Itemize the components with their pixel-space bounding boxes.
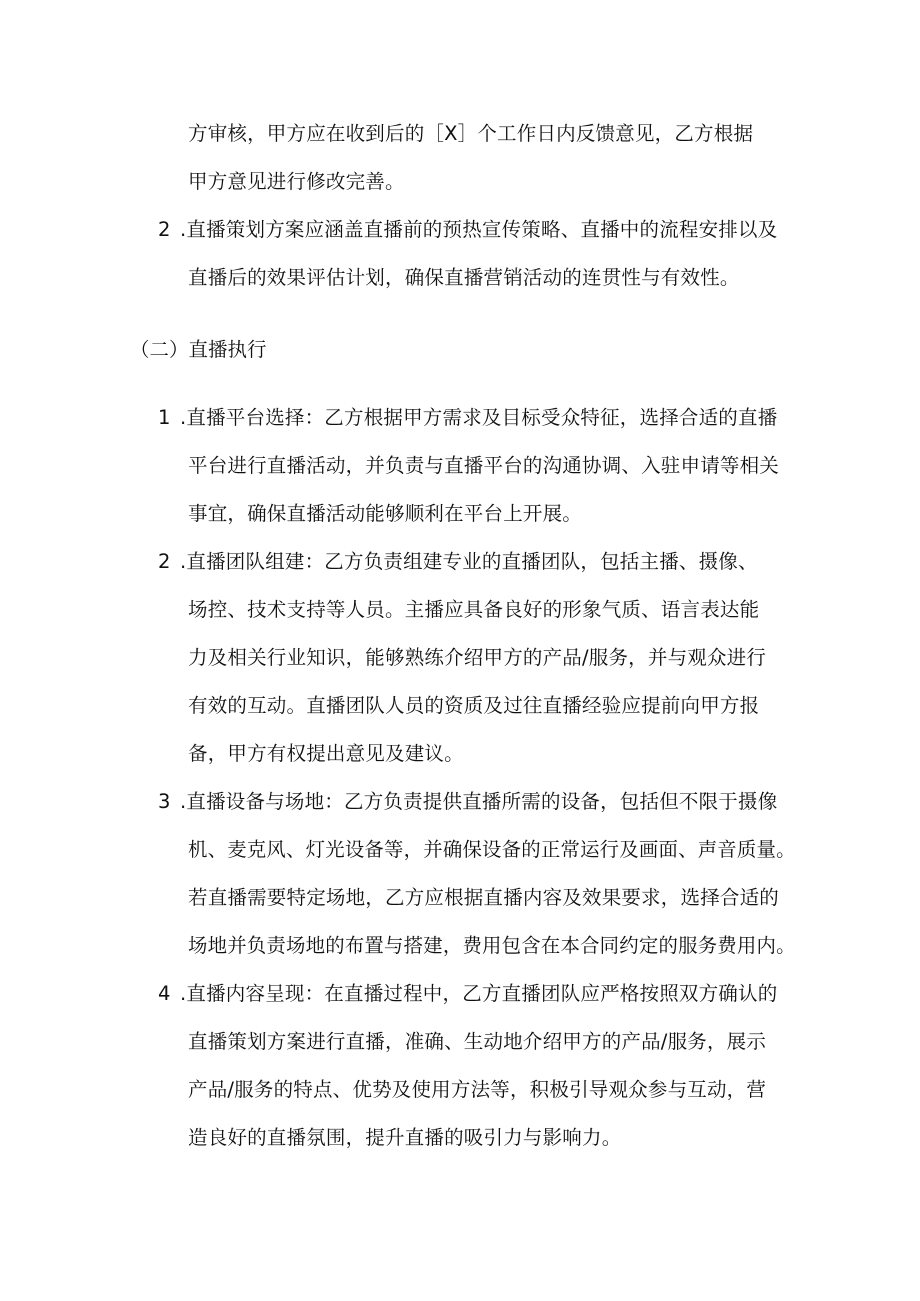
paragraph-line: 力及相关行业知识，能够熟练介绍甲方的产品/服务，并与观众进行 (188, 646, 767, 669)
paragraph-line: 甲方意见进行修改完善。 (188, 170, 405, 193)
list-item-number: 3 (158, 790, 171, 813)
paragraph-line: 事宜，确保直播活动能够顺利在平台上开展。 (188, 502, 583, 525)
paragraph-line: 机、麦克风、灯光设备等，并确保设备的正常运行及画面、声音质量。 (188, 838, 796, 861)
paragraph-line: 有效的互动。直播团队人员的资质及过往直播经验应提前向甲方报 (188, 694, 760, 717)
paragraph-line: 平台进行直播活动，并负责与直播平台的沟通协调、入驻申请等相关 (188, 454, 780, 477)
list-item-number: 1 (158, 406, 171, 429)
list-item-number: 2 (158, 218, 171, 241)
paragraph-line: 备，甲方有权提出意见及建议。 (188, 742, 464, 765)
paragraph-line: .直播内容呈现：在直播过程中，乙方直播团队应严格按照双方确认的 (180, 982, 778, 1005)
paragraph-line: 产品/服务的特点、优势及使用方法等，积极引导观众参与互动，营 (188, 1078, 767, 1101)
paragraph-line: .直播团队组建：乙方负责组建专业的直播团队，包括主播、摄像、 (180, 550, 758, 573)
paragraph-line: .直播平台选择：乙方根据甲方需求及目标受众特征，选择合适的直播 (180, 406, 778, 429)
paragraph-line: 场控、技术支持等人员。主播应具备良好的形象气质、语言表达能 (188, 598, 760, 621)
list-item-number: 4 (158, 982, 171, 1005)
paragraph-line: 造良好的直播氛围，提升直播的吸引力与影响力。 (188, 1126, 622, 1149)
paragraph-line: .直播策划方案应涵盖直播前的预热宣传策略、直播中的流程安排以及 (180, 218, 778, 241)
paragraph-line: 场地并负责场地的布置与搭建，费用包含在本合同约定的服务费用内。 (188, 934, 796, 957)
paragraph-line: .直播设备与场地：乙方负责提供直播所需的设备，包括但不限于摄像 (180, 790, 778, 813)
paragraph-line: 直播后的效果评估计划，确保直播营销活动的连贯性与有效性。 (188, 266, 740, 289)
paragraph-line: 若直播需要特定场地，乙方应根据直播内容及效果要求，选择合适的 (188, 886, 780, 909)
paragraph-line: 直播策划方案进行直播，准确、生动地介绍甲方的产品/服务，展示 (188, 1030, 767, 1053)
section-heading: （二）直播执行 (130, 338, 267, 361)
list-item-number: 2 (158, 550, 171, 573)
paragraph-line: 方审核，甲方应在收到后的［X］个工作日内反馈意见，乙方根据 (188, 122, 754, 145)
